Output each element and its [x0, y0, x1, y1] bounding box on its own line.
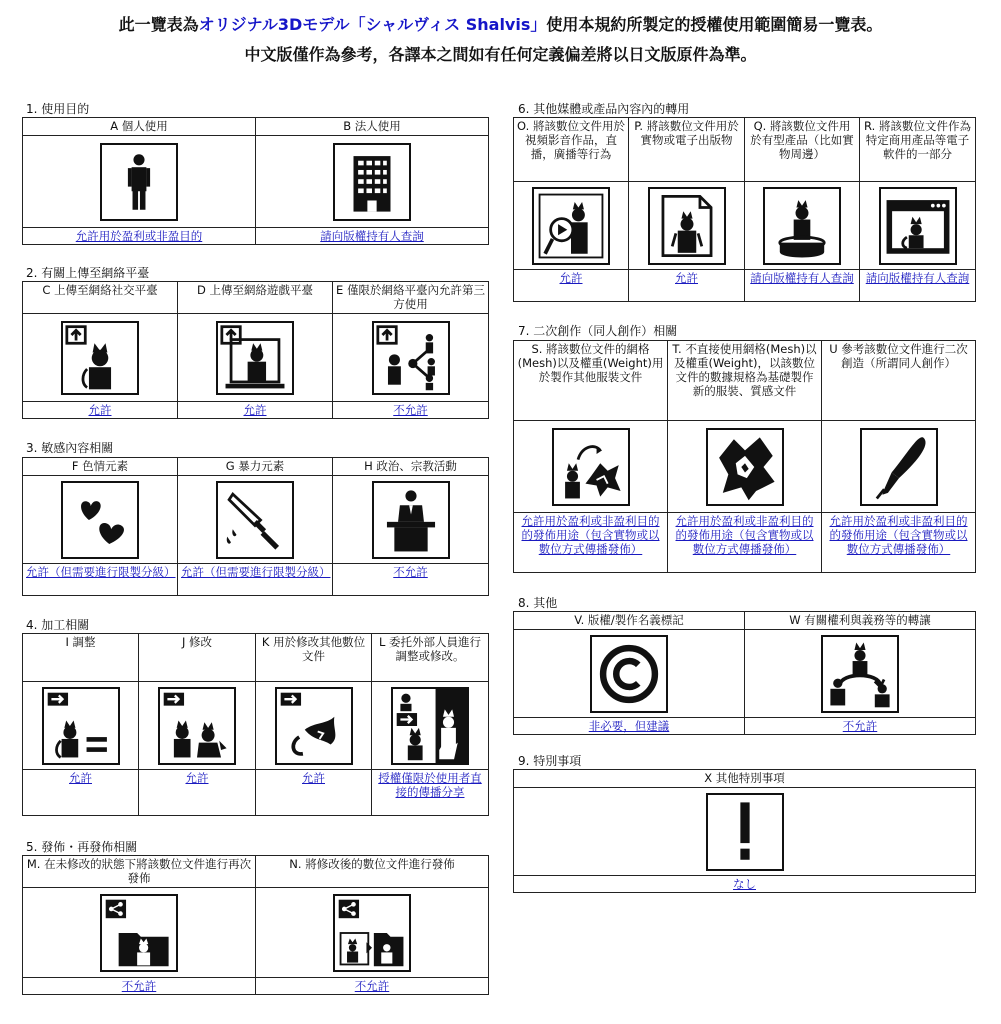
upload-game-icon: [216, 321, 294, 395]
item-status: 允許: [139, 770, 256, 816]
knife-icon: [216, 481, 294, 559]
section-heading-2: 2. 有關上傳至網絡平臺: [26, 266, 150, 280]
item-status: なし: [514, 876, 976, 893]
item-label: R. 將該數位文件作為特定商用產品等電子軟件的一部分: [860, 118, 976, 182]
section-table-2: [22, 281, 489, 419]
section-heading-6: 6. 其他媒體或產品內容內的轉用: [518, 102, 690, 116]
modify-other-icon: [275, 687, 353, 765]
item-label: A 個人使用: [23, 118, 256, 136]
publication-icon: [648, 187, 726, 265]
item-label: W 有關權利與義務等的轉讓: [745, 612, 976, 630]
building-icon: [333, 143, 411, 221]
video-icon: [532, 187, 610, 265]
item-label: M. 在未修改的狀態下將該數位文件進行再次發佈: [23, 856, 256, 888]
pen-icon: [860, 428, 938, 506]
item-status: 允許用於盈利或非盈利目的的發佈用途（包含實物或以數位方式傳播發佈）: [514, 513, 668, 573]
item-status: 不允許: [256, 978, 489, 995]
title-prefix: 此一覽表為: [118, 15, 199, 34]
item-label: H 政治、宗教活動: [333, 458, 489, 476]
item-label: E 僅限於網絡平臺內允許第三方使用: [333, 282, 489, 314]
figure-icon: [763, 187, 841, 265]
item-status: 允許: [23, 770, 139, 816]
item-status: 允許: [256, 770, 372, 816]
new-clothing-icon: [706, 428, 784, 506]
item-label: S. 將該數位文件的網格(Mesh)以及權重(Weight)用於製作其他服裝文件: [514, 341, 668, 421]
item-status: 授權僅限於使用者直接的傳播分享: [372, 770, 489, 816]
page-title-line-2: 中文版僅作為參考，各譯本之間如有任何定義偏差將以日文版原件為準。: [244, 45, 757, 64]
section-heading-5: 5. 發佈・再發佈相關: [26, 840, 138, 854]
transfer-icon: [821, 635, 899, 713]
section-table-9: [513, 769, 976, 893]
item-status: 允許: [23, 402, 178, 419]
redistribute-icon: [100, 894, 178, 972]
item-status: 請向版權持有人查詢: [256, 228, 489, 245]
item-status: 允許: [629, 270, 745, 302]
item-status: 不允許: [745, 718, 976, 735]
software-icon: [879, 187, 957, 265]
section-heading-9: 9. 特別事項: [518, 754, 582, 768]
copyright-icon: [590, 635, 668, 713]
section-heading-4: 4. 加工相關: [26, 618, 90, 632]
item-label: O. 將該數位文件用於視頻影音作品，直播，廣播等行為: [514, 118, 629, 182]
share-third-party-icon: [372, 321, 450, 395]
item-label: C 上傳至網絡社交平臺: [23, 282, 178, 314]
exclamation-icon: [706, 793, 784, 871]
page-title-line-1: [0, 12, 1001, 35]
section-heading-1: 1. 使用目的: [26, 102, 90, 116]
section-table-8: [513, 611, 976, 735]
item-status: 允許: [178, 402, 333, 419]
person-icon: [100, 143, 178, 221]
podium-icon: [372, 481, 450, 559]
item-label: T. 不直接使用網格(Mesh)以及權重(Weight)，以該數位文件的數據規格為基礎製作新的服裝、質感文件: [668, 341, 822, 421]
item-status: 允許用於盈利或非盈利目的的發佈用途（包含實物或以數位方式傳播發佈）: [822, 513, 976, 573]
item-status: 請向版權持有人查詢: [745, 270, 860, 302]
item-label: P. 將該數位文件用於實物或電子出版物: [629, 118, 745, 182]
item-status: 允許用於盈利或非盈目的: [23, 228, 256, 245]
item-label: K 用於修改其他數位文件: [256, 634, 372, 682]
item-status: 允許（但需要進行限製分級）: [23, 564, 178, 596]
mesh-clothing-icon: [552, 428, 630, 506]
section-table-5: [22, 855, 489, 995]
item-status: 不允許: [23, 978, 256, 995]
item-label: N. 將修改後的數位文件進行發佈: [256, 856, 489, 888]
item-label: D 上傳至網絡遊戲平臺: [178, 282, 333, 314]
item-status: 允許: [514, 270, 629, 302]
outsource-icon: [391, 687, 469, 765]
section-table-3: [22, 457, 489, 596]
item-label: L 委托外部人員進行調整或修改。: [372, 634, 489, 682]
modify-icon: [158, 687, 236, 765]
item-label: V. 版權/製作名義標記: [514, 612, 745, 630]
item-status: 請向版權持有人查詢: [860, 270, 976, 302]
adjust-icon: [42, 687, 120, 765]
section-table-4: [22, 633, 489, 816]
upload-social-icon: [61, 321, 139, 395]
item-status: 非必要，但建議: [514, 718, 745, 735]
item-label: J 修改: [139, 634, 256, 682]
item-status: 不允許: [333, 564, 489, 596]
item-label: Q. 將該數位文件用於有型產品（比如實物周邊）: [745, 118, 860, 182]
item-label: G 暴力元素: [178, 458, 333, 476]
item-label: B 法人使用: [256, 118, 489, 136]
section-heading-3: 3. 敏感內容相關: [26, 441, 114, 455]
item-label: I 調整: [23, 634, 139, 682]
distribute-modified-icon: [333, 894, 411, 972]
item-label: U 參考該數位文件進行二次創造（所謂同人創作）: [822, 341, 976, 421]
item-label: X 其他特別事項: [514, 770, 976, 788]
item-status: 允許（但需要進行限製分級）: [178, 564, 333, 596]
title-model-name: オリジナル3Dモデル「シャルヴィス Shalvis」: [198, 15, 547, 34]
item-status: 不允許: [333, 402, 489, 419]
hearts-icon: [61, 481, 139, 559]
section-table-6: [513, 117, 976, 302]
section-heading-7: 7. 二次創作（同人創作）相關: [518, 324, 678, 338]
item-label: F 色情元素: [23, 458, 178, 476]
section-table-1: [22, 117, 489, 245]
section-table-7: [513, 340, 976, 573]
item-status: 允許用於盈利或非盈利目的的發佈用途（包含實物或以數位方式傳播發佈）: [668, 513, 822, 573]
title-suffix: 使用本規約所製定的授權使用範圍簡易一覽表。: [546, 15, 883, 34]
section-heading-8: 8. 其他: [518, 596, 558, 610]
